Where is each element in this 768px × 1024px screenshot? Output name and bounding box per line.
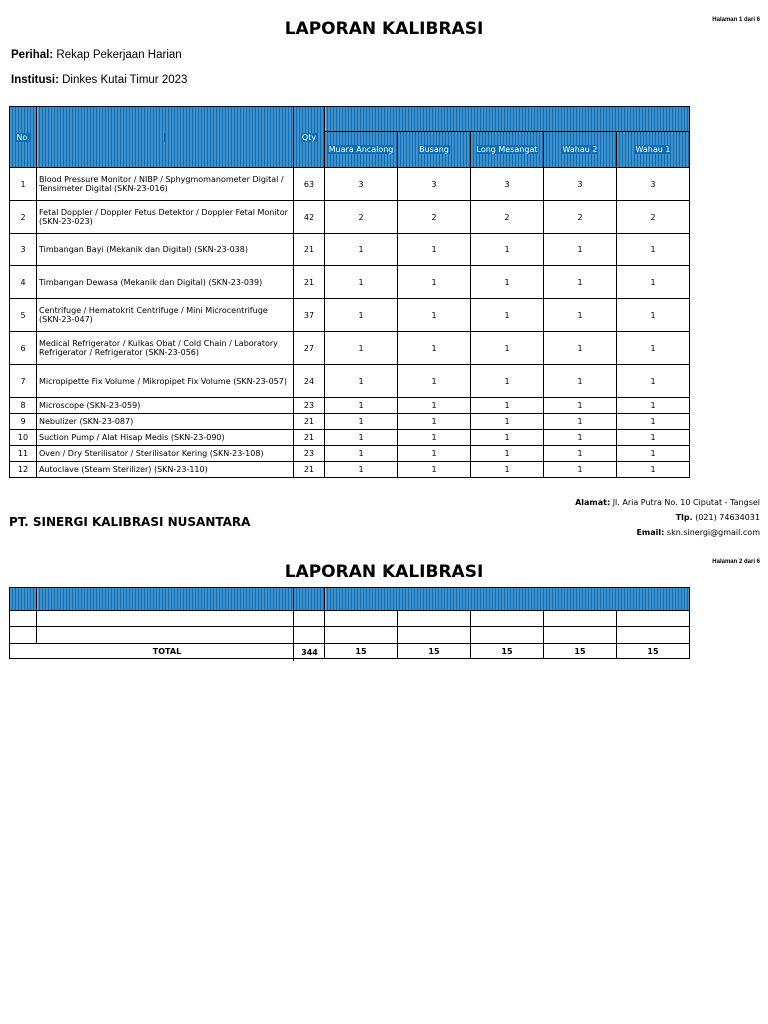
row-busang: 1 <box>398 299 471 332</box>
table-header-row <box>10 107 690 132</box>
row-muara-ancalong: 1 <box>325 266 398 299</box>
row-item: Centrifuge / Hematokrit Centrifuge / Mini Microcentrifuge (SKN-23-047) <box>37 299 294 332</box>
row-item: Timbangan Dewasa (Mekanik dan Digital) (SKN-23-039) <box>37 266 294 299</box>
table-row <box>10 332 690 365</box>
row-item: Oven / Dry Sterilisator / Sterilisator Kering (SKN-23-108) <box>37 446 294 462</box>
table-row <box>10 299 690 332</box>
perihal-line <box>11 49 182 61</box>
row-qty: 42 <box>294 201 325 234</box>
row-no: 12 <box>10 462 37 478</box>
institusi-value: Dinkes Kutai Timur 2023 <box>58 74 188 86</box>
total-row <box>10 644 690 659</box>
table-row <box>10 611 690 627</box>
row-wahau-1: 1 <box>617 446 690 462</box>
row-busang: 1 <box>398 234 471 266</box>
row-busang: 1 <box>398 430 471 446</box>
row-item: Micropipette Fix Volume / Mikropipet Fix Volume (SKN-23-057) <box>37 365 294 398</box>
header-loc-busang: Busang <box>398 132 471 168</box>
table-row <box>10 462 690 478</box>
row-qty: 27 <box>294 332 325 365</box>
row-long-mesangat: 1 <box>471 462 544 478</box>
row-wahau-1: 1 <box>617 414 690 430</box>
row-qty: 37 <box>294 299 325 332</box>
calibration-table <box>9 106 690 478</box>
row-item: Fetal Doppler / Doppler Fetus Detektor / Doppler Fetal Monitor (SKN-23-023) <box>37 201 294 234</box>
row-muara-ancalong: 2 <box>325 201 398 234</box>
row-qty: 21 <box>294 266 325 299</box>
header-loc-wahau-1: Wahau 1 <box>617 132 690 168</box>
institusi-label: Institusi: <box>11 74 59 86</box>
row-muara-ancalong: 1 <box>325 430 398 446</box>
row-wahau-1: 1 <box>617 266 690 299</box>
row-qty: 21 <box>294 234 325 266</box>
row-wahau-2: 2 <box>544 201 617 234</box>
row-muara-ancalong: 1 <box>325 446 398 462</box>
header-loc-muara-ancalong: Muara Ancalong <box>325 132 398 168</box>
row-long-mesangat: 1 <box>471 430 544 446</box>
row-busang: 2 <box>398 201 471 234</box>
row-no: 1 <box>10 168 37 201</box>
company-name: PT. SINERGI KALIBRASI NUSANTARA <box>9 515 251 529</box>
row-wahau-2: 1 <box>544 365 617 398</box>
row-wahau-2: 1 <box>544 234 617 266</box>
row-no: 3 <box>10 234 37 266</box>
total-long-mesangat: 15 <box>471 644 544 659</box>
calibration-table-page2 <box>9 587 690 659</box>
header-item <box>37 107 294 168</box>
row-wahau-1: 1 <box>617 430 690 446</box>
row-no: 10 <box>10 430 37 446</box>
row-wahau-1: 1 <box>617 332 690 365</box>
row-wahau-1: 1 <box>617 299 690 332</box>
table-row <box>10 168 690 201</box>
row-muara-ancalong: 1 <box>325 234 398 266</box>
row-wahau-2: 1 <box>544 266 617 299</box>
row-wahau-2: 1 <box>544 398 617 414</box>
table-row <box>10 398 690 414</box>
address-line: Alamat: Jl. Aria Putra No. 10 Ciputat - Tangsel <box>575 498 760 507</box>
row-long-mesangat: 1 <box>471 266 544 299</box>
institusi-line <box>11 74 187 86</box>
total-label: TOTAL <box>152 646 182 656</box>
row-wahau-1: 1 <box>617 234 690 266</box>
row-wahau-1: 2 <box>617 201 690 234</box>
header-qty: Qty <box>294 107 325 168</box>
table-row <box>10 446 690 462</box>
total-busang: 15 <box>398 644 471 659</box>
row-muara-ancalong: 1 <box>325 398 398 414</box>
total-wahau-2: 15 <box>544 644 617 659</box>
header-loc-long-mesangat: Long Mesangat <box>471 132 544 168</box>
row-qty: 21 <box>294 414 325 430</box>
row-item: Autoclave (Steam Sterilizer) (SKN-23-110) <box>37 462 294 478</box>
row-no: 4 <box>10 266 37 299</box>
row-busang: 1 <box>398 462 471 478</box>
page-number-page2: Halaman 2 dari 6 <box>712 559 760 565</box>
row-no: 5 <box>10 299 37 332</box>
table-row <box>10 365 690 398</box>
row-muara-ancalong: 1 <box>325 365 398 398</box>
row-busang: 1 <box>398 414 471 430</box>
table-header-row-page2 <box>10 588 690 611</box>
row-busang: 3 <box>398 168 471 201</box>
row-long-mesangat: 1 <box>471 234 544 266</box>
row-qty: 23 <box>294 446 325 462</box>
email-line: Email: skn.sinergi@gmail.com <box>636 528 760 537</box>
table-row <box>10 266 690 299</box>
row-muara-ancalong: 1 <box>325 462 398 478</box>
total-wahau-1: 15 <box>617 644 690 659</box>
row-busang: 1 <box>398 365 471 398</box>
row-wahau-2: 1 <box>544 446 617 462</box>
row-long-mesangat: 1 <box>471 446 544 462</box>
phone-line: Tlp. (021) 74634031 <box>675 513 760 522</box>
row-no: 2 <box>10 201 37 234</box>
row-wahau-1: 1 <box>617 365 690 398</box>
table-row <box>10 201 690 234</box>
row-no: 11 <box>10 446 37 462</box>
row-busang: 1 <box>398 266 471 299</box>
row-wahau-2: 1 <box>544 299 617 332</box>
row-wahau-1: 1 <box>617 398 690 414</box>
row-long-mesangat: 1 <box>471 398 544 414</box>
row-wahau-2: 1 <box>544 462 617 478</box>
total-qty: 344 <box>293 644 325 661</box>
table-row <box>10 430 690 446</box>
row-qty: 63 <box>294 168 325 201</box>
row-no: 7 <box>10 365 37 398</box>
row-long-mesangat: 1 <box>471 365 544 398</box>
row-item: Nebulizer (SKN-23-087) <box>37 414 294 430</box>
table-row <box>10 627 690 644</box>
row-no: 6 <box>10 332 37 365</box>
page-number: Halaman 1 dari 6 <box>712 17 760 23</box>
table-row <box>10 234 690 266</box>
row-wahau-2: 1 <box>544 332 617 365</box>
row-muara-ancalong: 1 <box>325 299 398 332</box>
row-busang: 1 <box>398 332 471 365</box>
row-long-mesangat: 3 <box>471 168 544 201</box>
row-wahau-2: 3 <box>544 168 617 201</box>
row-item: Timbangan Bayi (Mekanik dan Digital) (SKN-23-038) <box>37 234 294 266</box>
row-qty: 21 <box>294 430 325 446</box>
row-qty: 23 <box>294 398 325 414</box>
row-no: 9 <box>10 414 37 430</box>
row-muara-ancalong: 3 <box>325 168 398 201</box>
row-qty: 24 <box>294 365 325 398</box>
row-no: 8 <box>10 398 37 414</box>
row-long-mesangat: 1 <box>471 332 544 365</box>
row-item: Microscope (SKN-23-059) <box>37 398 294 414</box>
row-item: Suction Pump / Alat Hisap Medis (SKN-23-090) <box>37 430 294 446</box>
row-muara-ancalong: 1 <box>325 332 398 365</box>
table-row <box>10 414 690 430</box>
row-muara-ancalong: 1 <box>325 414 398 430</box>
row-long-mesangat: 1 <box>471 299 544 332</box>
header-no: No. <box>10 107 37 168</box>
header-location-group <box>325 107 690 132</box>
report-title: LAPORAN KALIBRASI <box>284 19 484 39</box>
perihal-value: Rekap Pekerjaan Harian <box>53 49 182 61</box>
row-wahau-1: 3 <box>617 168 690 201</box>
row-wahau-2: 1 <box>544 414 617 430</box>
contact-block <box>575 495 760 540</box>
row-item: Blood Pressure Monitor / NIBP / Sphygmomanometer Digital / Tensimeter Digital (SKN-23-016) <box>37 168 294 201</box>
row-busang: 1 <box>398 446 471 462</box>
row-long-mesangat: 1 <box>471 414 544 430</box>
header-loc-wahau-2: Wahau 2 <box>544 132 617 168</box>
total-muara-ancalong: 15 <box>325 644 398 659</box>
report-title-page2: LAPORAN KALIBRASI <box>284 562 484 582</box>
row-long-mesangat: 2 <box>471 201 544 234</box>
row-wahau-2: 1 <box>544 430 617 446</box>
row-item: Medical Refrigerator / Kulkas Obat / Cold Chain / Laboratory Refrigerator / Refrigerator (SKN-23-056) <box>37 332 294 365</box>
row-qty: 21 <box>294 462 325 478</box>
row-wahau-1: 1 <box>617 462 690 478</box>
perihal-label: Perihal: <box>11 49 54 61</box>
row-busang: 1 <box>398 398 471 414</box>
